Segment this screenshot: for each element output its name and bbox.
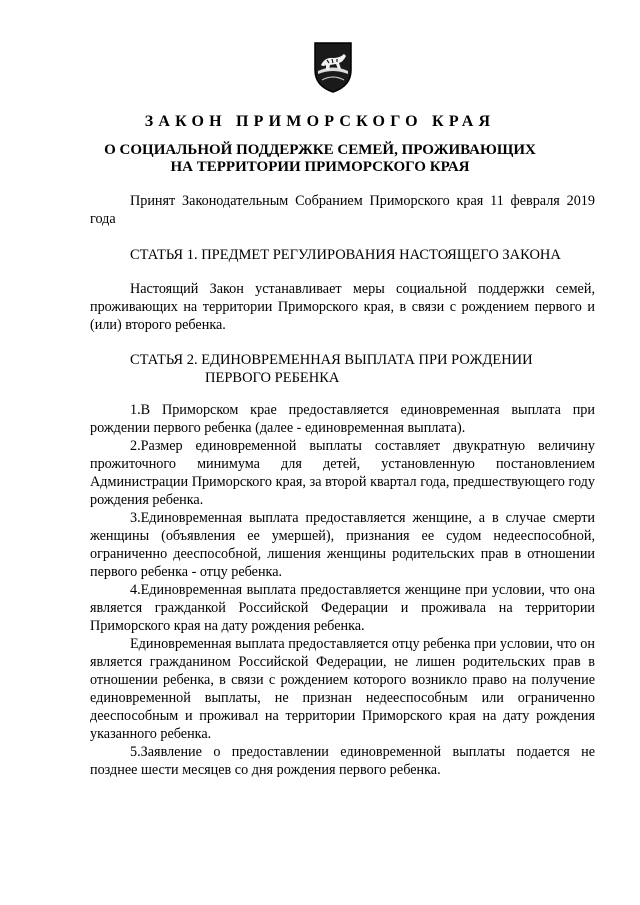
law-subtitle-line-2: НА ТЕРРИТОРИИ ПРИМОРСКОГО КРАЯ [170, 159, 470, 175]
law-subtitle-line-1: О СОЦИАЛЬНОЙ ПОДДЕРЖКЕ СЕМЕЙ, ПРОЖИВАЮЩИХ [104, 142, 536, 158]
article-2-paragraph-2: 2.Размер единовременной выплаты составляет двукратную величину прожиточного минимума для детей, установленную постановлением Администрации Приморского края, за второй квартал года, предшествующего году рождения ребенка. [90, 438, 595, 508]
article-2-paragraph-4: 4.Единовременная выплата предоставляется женщине при условии, что она является гражданкой Российской Федерации и проживала на территории Приморского края на дату рождения ребенка. [90, 582, 595, 634]
article-2-paragraph-5: Единовременная выплата предоставляется отцу ребенка при условии, что он является гражданином Российской Федерации, не лишен родительских прав в отношении ребенка, в связи с рождением которого возникло право на получение единовременной выплаты, не признан недееспособным или ограниченно дееспособным и проживал на территории Приморского края на дату рождения указанного ребенка. [90, 636, 595, 742]
article-1-heading: СТАТЬЯ 1. ПРЕДМЕТ РЕГУЛИРОВАНИЯ НАСТОЯЩЕГО ЗАКОНА [130, 247, 561, 263]
article-2-paragraph-6: 5.Заявление о предоставлении единовременной выплаты подается не позднее шести месяцев со дня рождения первого ребенка. [90, 744, 595, 778]
article-2-heading [130, 351, 600, 387]
primorsky-krai-coat-of-arms-icon [312, 40, 354, 94]
article-2-body [90, 401, 595, 779]
article-2-heading-line-1: СТАТЬЯ 2. ЕДИНОВРЕМЕННАЯ ВЫПЛАТА ПРИ РОЖДЕНИИ [130, 352, 533, 368]
law-title: ЗАКОН ПРИМОРСКОГО КРАЯ [144, 113, 496, 130]
article-1-body [90, 280, 595, 334]
article-2-heading-line-2: ПЕРВОГО РЕБЕНКА [205, 370, 340, 386]
article-1-paragraph: Настоящий Закон устанавливает меры социальной поддержки семей, проживающих на территории Приморского края, в связи с рождением первого и (или) второго ребенка. [90, 281, 595, 333]
adoption-note: Принят Законодательным Собранием Приморского края 11 февраля 2019 года [90, 193, 595, 227]
article-2-paragraph-1: 1.В Приморском крае предоставляется единовременная выплата при рождении первого ребенка (далее - единовременная выплата). [90, 402, 595, 436]
article-2-paragraph-3: 3.Единовременная выплата предоставляется женщине, а в случае смерти женщины (объявления ее умершей), признания ее судом недееспособной, ограниченно дееспособной, лишения женщины родительских прав в отношении первого ребенка - отцу ребенка. [90, 510, 595, 580]
law-subtitle [60, 142, 580, 176]
